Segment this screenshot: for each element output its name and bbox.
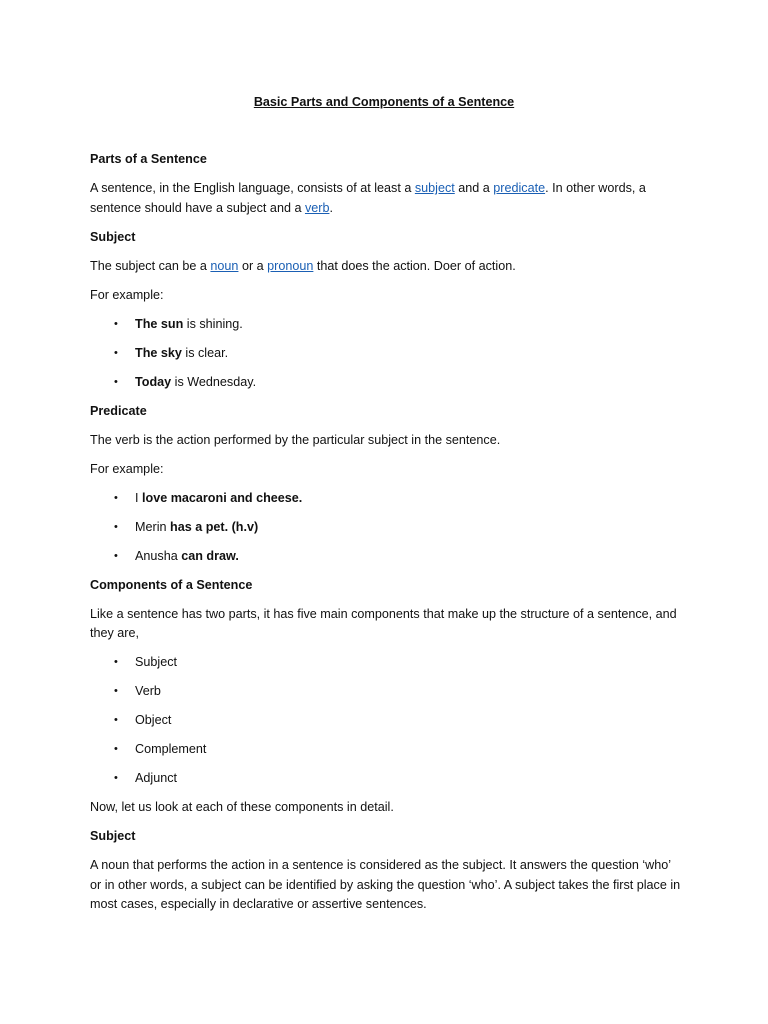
list-item: • Merin has a pet. (h.v): [90, 518, 682, 538]
list-item: • Anusha can draw.: [90, 547, 682, 567]
subject-detail: A noun that performs the action in a sentence is considered as the subject. It answers the question ‘who’ or in other words, a subject can be identified by asking the question ‘who’. A subject takes the first place in most cases, especially in declarative or assertive sentences.: [90, 858, 681, 911]
noun-link[interactable]: noun: [210, 258, 239, 273]
list-item: • Complement: [90, 740, 682, 760]
bullet-icon: •: [114, 491, 118, 504]
bullet-icon: •: [114, 656, 118, 668]
components-list: [90, 653, 682, 789]
components-intro: Like a sentence has two parts, it has five main components that make up the structure of a sentence, and they are,: [90, 606, 677, 640]
section-heading-parts: Parts of a Sentence: [90, 152, 207, 166]
list-item: • Today is Wednesday.: [90, 373, 682, 393]
list-item: • The sun is shining.: [90, 315, 682, 335]
intro-paragraph: A sentence, in the English language, consists of at least a subject and a predicate. In other words, a sentence should have a subject and a verb.: [90, 181, 646, 215]
for-example-label: For example:: [90, 461, 164, 476]
subject-link[interactable]: subject: [414, 181, 455, 195]
document-body: [90, 150, 682, 924]
predicate-definition: The verb is the action performed by the particular subject in the sentence.: [90, 432, 501, 447]
bullet-icon: •: [114, 743, 118, 755]
bullet-icon: •: [114, 375, 118, 388]
bullet-icon: •: [114, 317, 118, 330]
section-heading-subject-2: Subject: [90, 829, 136, 843]
list-item: • Verb: [90, 682, 682, 702]
list-item: • I love macaroni and cheese.: [90, 489, 682, 509]
section-heading-predicate: Predicate: [90, 403, 147, 418]
list-item: • Adjunct: [90, 769, 682, 789]
bullet-icon: •: [114, 772, 118, 784]
predicate-link[interactable]: predicate: [493, 181, 546, 195]
bullet-icon: •: [114, 520, 118, 533]
list-item: • Subject: [90, 653, 682, 673]
verb-link[interactable]: verb: [304, 200, 330, 215]
predicate-examples-list: [90, 489, 682, 567]
subject-examples-list: [90, 315, 682, 393]
bullet-icon: •: [114, 346, 118, 359]
pronoun-link[interactable]: pronoun: [267, 258, 314, 273]
section-heading-subject: Subject: [90, 229, 136, 244]
bullet-icon: •: [114, 685, 118, 697]
bullet-icon: •: [114, 714, 118, 726]
document-title: Basic Parts and Components of a Sentence: [253, 95, 515, 109]
list-item: • The sky is clear.: [90, 344, 682, 364]
subject-definition: The subject can be a noun or a pronoun that does the action. Doer of action.: [90, 258, 516, 273]
for-example-label: For example:: [90, 287, 164, 302]
bullet-icon: •: [114, 549, 118, 562]
list-item: • Object: [90, 711, 682, 731]
components-detail: Now, let us look at each of these components in detail.: [90, 800, 394, 814]
section-heading-components: Components of a Sentence: [90, 577, 253, 592]
